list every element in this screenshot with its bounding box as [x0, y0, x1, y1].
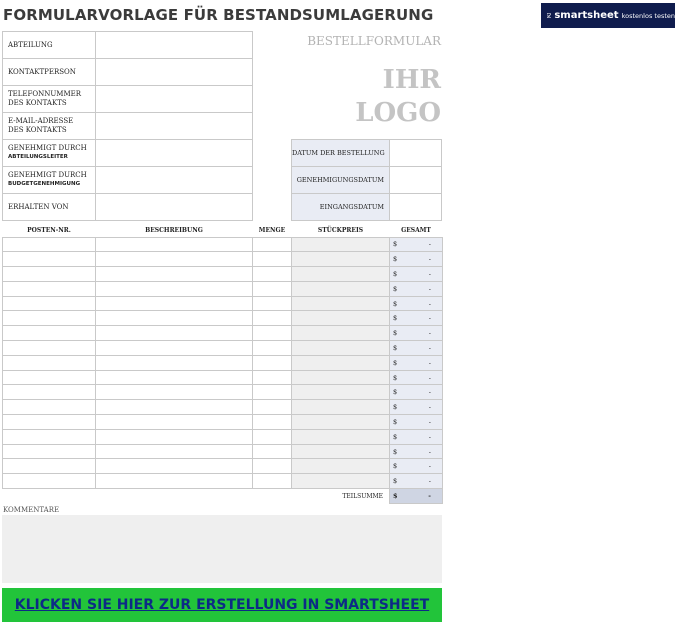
info-sublabel: ABTEILUNGSLEITER — [8, 154, 68, 160]
header-unit-price: STÜCKPREIS — [317, 227, 364, 235]
item-no-field[interactable] — [3, 252, 96, 267]
table-row — [3, 311, 443, 326]
smartsheet-check-icon — [547, 11, 551, 20]
table-row — [3, 370, 443, 385]
description-field[interactable] — [96, 311, 253, 326]
unit-price-field[interactable] — [292, 237, 390, 252]
table-row — [3, 237, 443, 252]
item-no-field[interactable] — [3, 400, 96, 415]
currency-symbol: $ — [393, 329, 398, 338]
total-amount: - — [428, 240, 431, 249]
description-field[interactable] — [96, 252, 253, 267]
currency-symbol: $ — [393, 299, 398, 308]
currency-symbol: $ — [393, 432, 398, 441]
total-amount: - — [428, 403, 431, 412]
badge-brand: smartsheet — [554, 10, 619, 21]
item-no-field[interactable] — [3, 444, 96, 459]
row-total — [390, 400, 443, 415]
row-total — [390, 474, 443, 489]
quantity-field[interactable] — [253, 400, 292, 415]
row-total — [390, 444, 443, 459]
quantity-field[interactable] — [253, 311, 292, 326]
unit-price-field[interactable] — [292, 370, 390, 385]
unit-price-field[interactable] — [292, 429, 390, 444]
total-amount: - — [428, 373, 431, 382]
description-field[interactable] — [96, 474, 253, 489]
total-amount: - — [428, 314, 431, 323]
logo-line-2: LOGO — [355, 98, 441, 128]
badge-tagline: kostenlos testen — [621, 11, 675, 20]
total-amount: - — [428, 299, 431, 308]
quantity-field[interactable] — [253, 429, 292, 444]
item-no-field[interactable] — [3, 311, 96, 326]
info-value-field[interactable] — [96, 113, 253, 140]
info-label-cell — [3, 194, 96, 221]
row-total — [390, 237, 443, 252]
date-value-field[interactable] — [390, 194, 442, 221]
quantity-field[interactable] — [253, 415, 292, 430]
description-field[interactable] — [96, 296, 253, 311]
row-total — [390, 281, 443, 296]
currency-symbol: $ — [393, 358, 398, 367]
info-label: GENEHMIGT DURCH — [8, 171, 87, 179]
date-label: DATUM DER BESTELLUNG — [292, 140, 390, 167]
description-field[interactable] — [96, 444, 253, 459]
total-amount: - — [428, 329, 431, 338]
info-row — [3, 113, 253, 140]
unit-price-field[interactable] — [292, 355, 390, 370]
currency-symbol: $ — [393, 491, 398, 500]
table-row — [3, 267, 443, 282]
quantity-field[interactable] — [253, 474, 292, 489]
description-field[interactable] — [96, 267, 253, 282]
unit-price-field[interactable] — [292, 459, 390, 474]
row-total — [390, 341, 443, 356]
header-total: GESAMT — [401, 227, 431, 235]
info-row — [3, 86, 253, 113]
row-total — [390, 385, 443, 400]
info-row — [3, 32, 253, 59]
description-field[interactable] — [96, 326, 253, 341]
currency-symbol: $ — [393, 447, 398, 456]
item-no-field[interactable] — [3, 281, 96, 296]
unit-price-field[interactable] — [292, 341, 390, 356]
contact-info-table — [2, 31, 253, 221]
info-row — [3, 194, 253, 221]
description-field[interactable] — [96, 281, 253, 296]
item-no-field[interactable] — [3, 415, 96, 430]
total-amount: - — [428, 269, 431, 278]
quantity-field[interactable] — [253, 326, 292, 341]
cta-label: KLICKEN SIE HIER ZUR ERSTELLUNG IN SMARTSHEET — [14, 597, 430, 613]
quantity-field[interactable] — [253, 296, 292, 311]
table-row — [3, 341, 443, 356]
date-row — [292, 140, 442, 167]
row-total — [390, 252, 443, 267]
info-label-cell — [3, 140, 96, 167]
table-row — [3, 326, 443, 341]
item-no-field[interactable] — [3, 341, 96, 356]
item-no-field[interactable] — [3, 474, 96, 489]
table-row — [3, 444, 443, 459]
unit-price-field[interactable] — [292, 267, 390, 282]
unit-price-field[interactable] — [292, 400, 390, 415]
quantity-field[interactable] — [253, 370, 292, 385]
total-amount: - — [428, 358, 431, 367]
info-label-cell — [3, 32, 96, 59]
row-total — [390, 429, 443, 444]
description-field[interactable] — [96, 237, 253, 252]
info-label-cell — [3, 86, 96, 113]
table-row — [3, 385, 443, 400]
unit-price-field[interactable] — [292, 385, 390, 400]
item-no-field[interactable] — [3, 429, 96, 444]
table-row — [3, 459, 443, 474]
info-row — [3, 59, 253, 86]
total-amount: - — [428, 462, 431, 471]
total-amount: - — [428, 284, 431, 293]
info-sublabel: BUDGETGENEHMIGUNG — [8, 181, 81, 187]
description-field[interactable] — [96, 429, 253, 444]
item-no-field[interactable] — [3, 370, 96, 385]
order-form-label: BESTELLFORMULAR — [307, 34, 441, 48]
quantity-field[interactable] — [253, 252, 292, 267]
total-amount: - — [428, 447, 431, 456]
currency-symbol: $ — [393, 462, 398, 471]
currency-symbol: $ — [393, 388, 398, 397]
description-field[interactable] — [96, 355, 253, 370]
total-amount: - — [428, 255, 431, 264]
quantity-field[interactable] — [253, 459, 292, 474]
item-no-field[interactable] — [3, 237, 96, 252]
info-value-field[interactable] — [96, 140, 253, 167]
currency-symbol: $ — [393, 284, 398, 293]
comments-label: KOMMENTARE — [3, 506, 60, 514]
quantity-field[interactable] — [253, 341, 292, 356]
total-amount: - — [428, 388, 431, 397]
table-row — [3, 296, 443, 311]
row-total — [390, 370, 443, 385]
total-amount: - — [428, 343, 431, 352]
table-row — [3, 252, 443, 267]
item-no-field[interactable] — [3, 385, 96, 400]
date-value-field[interactable] — [390, 167, 442, 194]
description-field[interactable] — [96, 400, 253, 415]
subtotal-amount: - — [428, 491, 431, 500]
table-row — [3, 415, 443, 430]
info-row — [3, 140, 253, 167]
row-total — [390, 355, 443, 370]
table-row — [3, 474, 443, 489]
info-value-field[interactable] — [96, 59, 253, 86]
row-total — [390, 415, 443, 430]
currency-symbol: $ — [393, 417, 398, 426]
items-table — [2, 225, 443, 504]
description-field[interactable] — [96, 415, 253, 430]
unit-price-field[interactable] — [292, 252, 390, 267]
row-total — [390, 296, 443, 311]
header-quantity: MENGE — [258, 227, 286, 235]
items-header-row — [3, 225, 443, 237]
subtotal-label: TEILSUMME — [342, 492, 383, 500]
item-no-field[interactable] — [3, 296, 96, 311]
quantity-field[interactable] — [253, 267, 292, 282]
row-total — [390, 459, 443, 474]
header-description: BESCHREIBUNG — [145, 227, 203, 235]
date-row — [292, 167, 442, 194]
subtotal-value — [390, 489, 443, 504]
dates-table — [291, 139, 442, 221]
table-row — [3, 281, 443, 296]
logo-placeholder — [300, 64, 441, 130]
quantity-field[interactable] — [253, 281, 292, 296]
item-no-field[interactable] — [3, 267, 96, 282]
page-title: FORMULARVORLAGE FÜR BESTANDSUMLAGERUNG — [3, 6, 434, 24]
currency-symbol: $ — [393, 240, 398, 249]
item-no-field[interactable] — [3, 326, 96, 341]
info-label-cell — [3, 59, 96, 86]
info-label: E-MAIL-ADRESSE DES KONTAKTS — [8, 117, 74, 134]
quantity-field[interactable] — [253, 355, 292, 370]
total-amount: - — [428, 417, 431, 426]
description-field[interactable] — [96, 385, 253, 400]
header-item-no: POSTEN-NR. — [27, 227, 71, 235]
currency-symbol: $ — [393, 403, 398, 412]
info-row — [3, 167, 253, 194]
info-label: ABTEILUNG — [8, 40, 53, 49]
date-label: GENEHMIGUNGSDATUM — [292, 167, 390, 194]
info-label-cell — [3, 113, 96, 140]
info-label: ERHALTEN VON — [8, 202, 69, 211]
currency-symbol: $ — [393, 343, 398, 352]
item-no-field[interactable] — [3, 355, 96, 370]
row-total — [390, 267, 443, 282]
comments-input[interactable] — [2, 515, 442, 583]
date-value-field[interactable] — [390, 140, 442, 167]
info-value-field[interactable] — [96, 167, 253, 194]
currency-symbol: $ — [393, 255, 398, 264]
unit-price-field[interactable] — [292, 474, 390, 489]
create-in-smartsheet-button[interactable] — [2, 588, 442, 622]
total-amount: - — [428, 432, 431, 441]
quantity-field[interactable] — [253, 237, 292, 252]
unit-price-field[interactable] — [292, 444, 390, 459]
row-total — [390, 311, 443, 326]
unit-price-field[interactable] — [292, 326, 390, 341]
info-label-cell — [3, 167, 96, 194]
currency-symbol: $ — [393, 314, 398, 323]
info-value-field[interactable] — [96, 32, 253, 59]
info-label: GENEHMIGT DURCH — [8, 144, 87, 152]
subtotal-row — [3, 489, 443, 504]
info-value-field[interactable] — [96, 194, 253, 221]
table-row — [3, 400, 443, 415]
row-total — [390, 326, 443, 341]
info-label: TELEFONNUMMER DES KONTAKTS — [8, 90, 81, 107]
currency-symbol: $ — [393, 477, 398, 486]
table-row — [3, 355, 443, 370]
description-field[interactable] — [96, 459, 253, 474]
currency-symbol: $ — [393, 373, 398, 382]
unit-price-field[interactable] — [292, 281, 390, 296]
date-label: EINGANGSDATUM — [292, 194, 390, 221]
info-label: KONTAKTPERSON — [8, 67, 76, 76]
description-field[interactable] — [96, 370, 253, 385]
unit-price-field[interactable] — [292, 415, 390, 430]
quantity-field[interactable] — [253, 385, 292, 400]
table-row — [3, 429, 443, 444]
info-value-field[interactable] — [96, 86, 253, 113]
unit-price-field[interactable] — [292, 296, 390, 311]
description-field[interactable] — [96, 341, 253, 356]
total-amount: - — [428, 477, 431, 486]
date-row — [292, 194, 442, 221]
smartsheet-trial-badge[interactable] — [541, 3, 675, 28]
currency-symbol: $ — [393, 269, 398, 278]
quantity-field[interactable] — [253, 444, 292, 459]
unit-price-field[interactable] — [292, 311, 390, 326]
logo-line-1: IHR — [382, 65, 441, 95]
item-no-field[interactable] — [3, 459, 96, 474]
